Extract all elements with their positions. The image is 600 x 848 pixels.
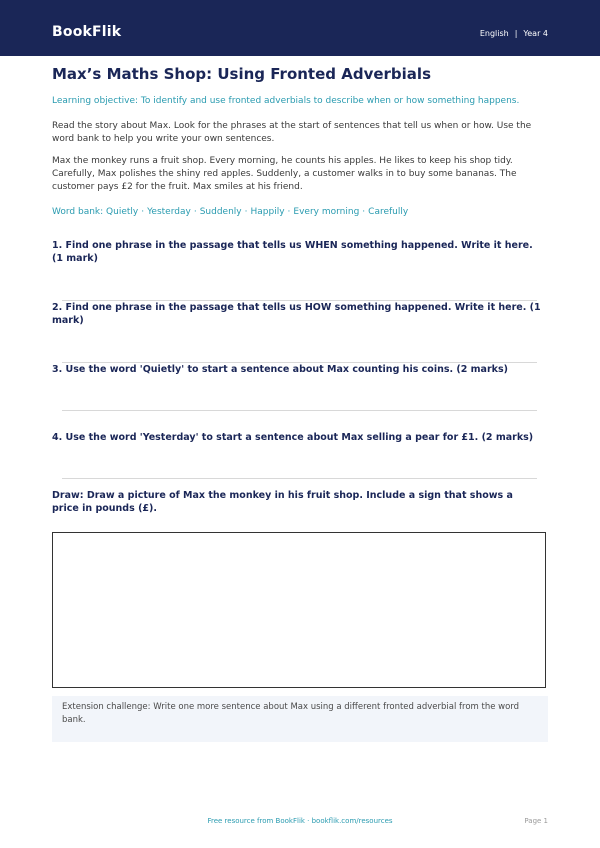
answer-line-4[interactable] [62,478,537,479]
word-separator: · [193,207,197,217]
question-2: 2. Find one phrase in the passage that tells us HOW something happened. Write it here. (1 mark) [52,302,541,326]
word-bank-label: Word bank: [52,207,104,217]
word-separator: · [287,207,291,217]
word-bank-word: Carefully [368,207,409,217]
answer-line-3[interactable] [62,410,537,411]
story-passage: Max the monkey runs a fruit shop. Every morning, he counts his apples. He likes to keep his shop tidy. Carefully, Max polishes the shiny red apples. Suddenly, a customer walks in to buy some bananas. The customer pays £2 for the fruit. Max smiles at his friend. [52,156,517,192]
word-bank [52,207,552,217]
word-separator: · [244,207,248,217]
draw-prompt: Draw: Draw a picture of Max the monkey in his fruit shop. Include a sign that shows a price in pounds (£). [52,490,513,514]
word-bank-word: Yesterday [147,207,191,217]
meta-separator: | [514,29,518,38]
subject-label: English [479,29,509,38]
learning-objective: Learning objective: To identify and use fronted adverbials to describe when or how something happens. [52,96,520,106]
question-3: 3. Use the word 'Quietly' to start a sentence about Max counting his coins. (2 marks) [52,364,508,375]
word-bank-word: Happily [250,207,285,217]
drawing-box[interactable] [52,532,546,688]
instructions-text: Read the story about Max. Look for the phrases at the start of sentences that tell us when or how. Use the word bank to help you write your own sentences. [52,121,532,144]
page-number: Page 1 [524,817,548,825]
question-4: 4. Use the word 'Yesterday' to start a sentence about Max selling a pear for £1. (2 marks) [52,432,534,443]
year-label: Year 4 [523,29,548,38]
word-separator: · [362,207,366,217]
word-bank-word: Suddenly [199,207,242,217]
page-title: Max’s Maths Shop: Using Fronted Adverbials [52,65,431,83]
word-bank-word: Quietly [106,207,139,217]
word-bank-word: Every morning [293,207,360,217]
subject-year-label [480,29,548,38]
footer-credit[interactable]: Free resource from BookFlik · bookflik.com/resources [207,817,393,825]
brand-logo-text: BookFlik [52,24,122,40]
extension-challenge: Extension challenge: Write one more sentence about Max using a different fronted adverbial from the word bank. [52,696,548,742]
top-banner [0,0,600,56]
word-separator: · [141,207,145,217]
question-1: 1. Find one phrase in the passage that tells us WHEN something happened. Write it here. (1 mark) [52,240,533,264]
